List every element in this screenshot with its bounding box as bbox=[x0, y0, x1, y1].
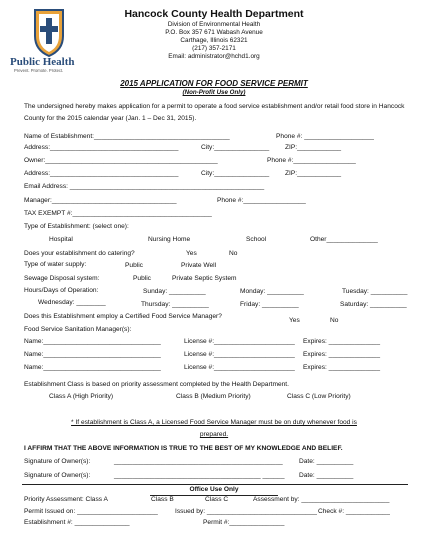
hours-monday-field[interactable]: Monday: __________ bbox=[240, 288, 304, 295]
signature-label-2: Signature of Owner(s): bbox=[24, 472, 91, 479]
signature-label-1: Signature of Owner(s): bbox=[24, 458, 91, 465]
check-number-field[interactable]: Check #: ____________ bbox=[318, 508, 390, 515]
certified-manager-question: Does this Establishment employ a Certified Food Service Manager? bbox=[24, 313, 222, 320]
tax-exempt-field[interactable]: TAX EXEMPT #:______________________________________ bbox=[24, 210, 212, 217]
class-b-option[interactable]: Class B (Medium Priority) bbox=[176, 393, 251, 400]
assessment-by-field[interactable]: Assessment by: ________________________ bbox=[253, 496, 390, 503]
sanitation-expires-field-2[interactable]: Expires: ______________ bbox=[303, 351, 380, 358]
establishment-zip-field[interactable]: ZIP:____________ bbox=[285, 144, 342, 151]
priority-class-b[interactable]: Class B bbox=[151, 496, 174, 503]
type-option-nursing-home[interactable]: Nursing Home bbox=[148, 236, 191, 243]
hours-friday-field[interactable]: Friday: __________ bbox=[240, 301, 299, 308]
certified-manager-no[interactable]: No bbox=[330, 317, 339, 324]
establishment-address-field[interactable]: Address:___________________________________ bbox=[24, 144, 179, 151]
owner-city-field[interactable]: City:_______________ bbox=[201, 170, 270, 177]
hours-sunday-field[interactable]: Sunday: __________ bbox=[143, 288, 206, 295]
class-a-notice-cont: prepared. bbox=[199, 431, 229, 438]
hours-tuesday-field[interactable]: Tuesday: __________ bbox=[342, 288, 408, 295]
establishment-number-field[interactable]: Establishment #: _______________ bbox=[24, 519, 130, 526]
water-supply-label: Type of water supply: bbox=[24, 261, 87, 268]
hours-saturday-field[interactable]: Saturday: __________ bbox=[340, 301, 407, 308]
permit-number-field[interactable]: Permit #:_______________ bbox=[203, 519, 285, 526]
class-statement: Establishment Class is based on priority assessment completed by the Health Department. bbox=[24, 381, 289, 388]
address-line: P.O. Box 357 671 Wabash Avenue bbox=[165, 29, 263, 36]
signature-date-1[interactable]: Date: __________ bbox=[299, 458, 354, 465]
type-option-school[interactable]: School bbox=[246, 236, 267, 243]
priority-assessment-class-a[interactable]: Priority Assessment: Class A bbox=[24, 496, 108, 503]
class-c-option[interactable]: Class C (Low Priority) bbox=[287, 393, 351, 400]
sanitation-license-field-2[interactable]: License #:______________________ bbox=[184, 351, 295, 358]
establishment-name-field[interactable]: Name of Establishment:_____________________________________ bbox=[24, 133, 230, 140]
sanitation-heading: Food Service Sanitation Manager(s): bbox=[24, 326, 132, 333]
priority-class-c[interactable]: Class C bbox=[205, 496, 229, 503]
catering-question: Does your establishment do catering? bbox=[24, 250, 135, 257]
sanitation-expires-field-3[interactable]: Expires: ______________ bbox=[303, 364, 380, 371]
water-private-well[interactable]: Private Well bbox=[181, 262, 217, 269]
water-public[interactable]: Public bbox=[125, 262, 143, 269]
hours-thursday-field[interactable]: Thursday: __________ bbox=[141, 301, 209, 308]
form-title: 2015 APPLICATION FOR FOOD SERVICE PERMIT bbox=[120, 79, 308, 88]
sanitation-license-field-3[interactable]: License #:______________________ bbox=[184, 364, 295, 371]
owner-zip-field[interactable]: ZIP:____________ bbox=[285, 170, 342, 177]
manager-field[interactable]: Manager:__________________________________ bbox=[24, 197, 177, 204]
manager-phone-field[interactable]: Phone #:_________________ bbox=[217, 197, 306, 204]
city-line: Carthage, Illinois 62321 bbox=[180, 37, 248, 44]
sanitation-name-field-3[interactable]: Name:________________________________ bbox=[24, 364, 161, 371]
sanitation-license-field-1[interactable]: License #:______________________ bbox=[184, 338, 295, 345]
office-divider bbox=[22, 484, 408, 485]
owner-address-field[interactable]: Address:___________________________________ bbox=[24, 170, 179, 177]
catering-yes[interactable]: Yes bbox=[186, 250, 197, 257]
establishment-type-question: Type of Establishment: (select one): bbox=[24, 223, 129, 230]
class-a-option[interactable]: Class A (High Priority) bbox=[49, 393, 114, 400]
sanitation-name-field-1[interactable]: Name:________________________________ bbox=[24, 338, 161, 345]
sanitation-expires-field-1[interactable]: Expires: ______________ bbox=[303, 338, 380, 345]
sewage-private-septic[interactable]: Private Septic System bbox=[172, 275, 237, 282]
owner-phone-field[interactable]: Phone #:_________________ bbox=[267, 157, 356, 164]
hours-wednesday-field[interactable]: Wednesday: ________ bbox=[38, 299, 106, 306]
establishment-phone-field[interactable]: Phone #: ___________________ bbox=[276, 133, 374, 140]
type-option-hospital[interactable]: Hospital bbox=[49, 236, 73, 243]
email-line: Email: administrator@hchd1.org bbox=[168, 53, 260, 60]
type-option-other[interactable]: Other______________ bbox=[310, 236, 378, 243]
hours-label: Hours/Days of Operation: bbox=[24, 287, 99, 294]
affirmation-statement: I AFFIRM THAT THE ABOVE INFORMATION IS TRUE TO THE BEST OF MY KNOWLEDGE AND BELIEF. bbox=[24, 445, 343, 452]
phone-line: (217) 357-2171 bbox=[192, 45, 236, 52]
sanitation-name-field-2[interactable]: Name:________________________________ bbox=[24, 351, 161, 358]
signature-date-2[interactable]: Date: __________ bbox=[299, 472, 354, 479]
office-use-heading: Office Use Only bbox=[189, 486, 239, 493]
class-a-notice: * If establishment is Class A, a Licensed Food Service Manager must be on duty whenever food is bbox=[71, 419, 357, 426]
issued-by-field[interactable]: Issued by: ______________________________ bbox=[175, 508, 317, 515]
intro-paragraph: The undersigned hereby makes application for a permit to operate a food service establishment and/or retail food store in Hancock County for the 2015 calendar year (Jan. 1 – Dec 31, 2015). bbox=[24, 103, 405, 122]
email-field[interactable]: Email Address: _____________________________________________________ bbox=[24, 183, 265, 190]
owner-field[interactable]: Owner:_______________________________________________ bbox=[24, 157, 218, 164]
certified-manager-yes[interactable]: Yes bbox=[289, 317, 300, 324]
sewage-public[interactable]: Public bbox=[133, 275, 151, 282]
establishment-city-field[interactable]: City:_______________ bbox=[201, 144, 270, 151]
logo-brand-text: Public Health bbox=[10, 56, 75, 68]
permit-issued-on-field[interactable]: Permit Issued on: ______________________ bbox=[24, 508, 158, 515]
logo-tagline: Prevent. Promote. Protect. bbox=[14, 68, 64, 73]
signature-line-2[interactable]: ________________________________________ ______ bbox=[114, 472, 285, 479]
catering-no[interactable]: No bbox=[229, 250, 238, 257]
division-line: Division of Environmental Health bbox=[167, 21, 261, 28]
signature-line-1[interactable]: ______________________________________________ bbox=[114, 458, 283, 465]
form-subtitle: (Non-Profit Use Only) bbox=[182, 89, 246, 96]
department-title: Hancock County Health Department bbox=[124, 8, 304, 20]
sewage-label: Sewage Disposal system: bbox=[24, 275, 100, 282]
